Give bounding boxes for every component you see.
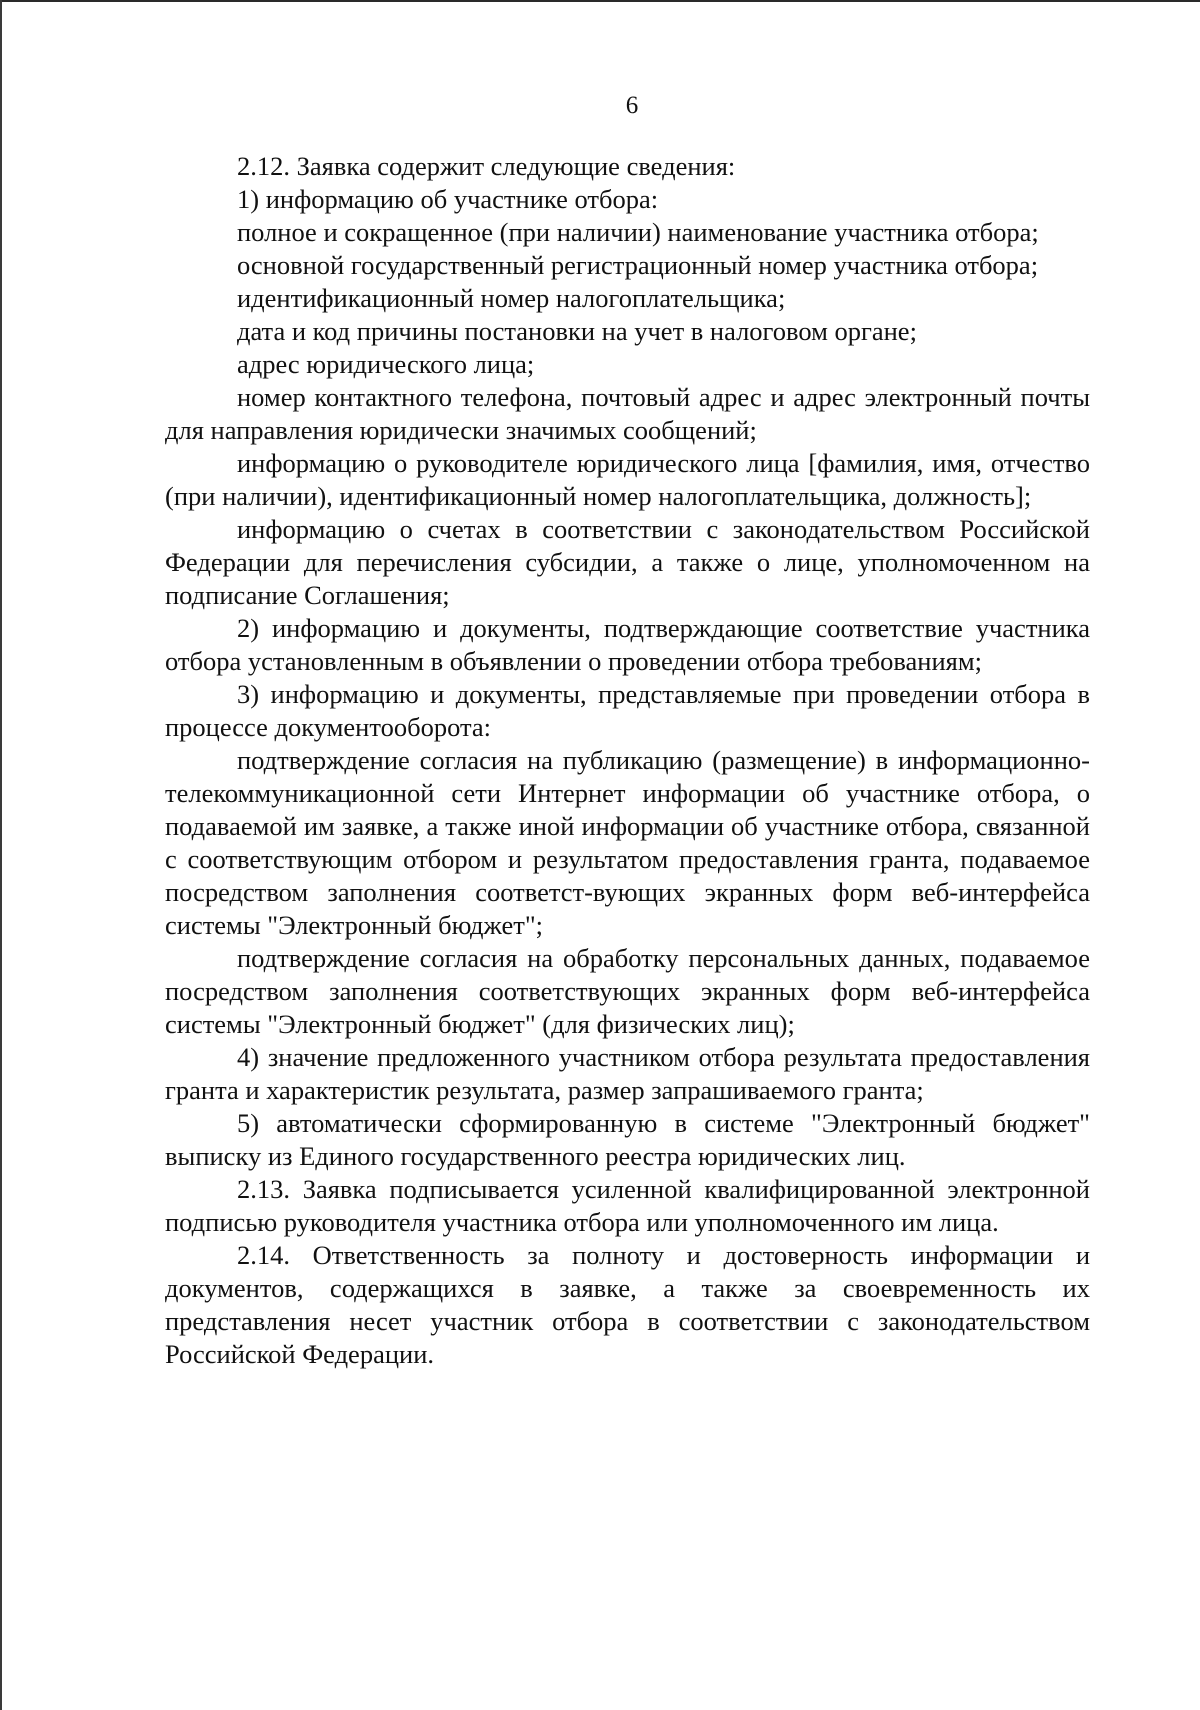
paragraph-2-14: 2.14. Ответственность за полноту и достоверность информации и документов, содержащихся в заявке, а также за своевременность их представления несет участник отбора в соответствии с законодательством Российской Федерации.	[165, 1240, 1090, 1369]
paragraph-item-4: 4) значение предложенного участником отбора результата предоставления гранта и характеристик результата, размер запрашиваемого гранта;	[165, 1042, 1090, 1105]
paragraph-head-info: информацию о руководителе юридического лица [фамилия, имя, отчество (при наличии), идентификационный номер налогоплательщика, должность];	[165, 448, 1090, 511]
paragraph-2-12: 2.12. Заявка содержит следующие сведения:	[237, 151, 736, 181]
paragraph-2-13: 2.13. Заявка подписывается усиленной квалифицированной электронной подписью руководителя участника отбора или уполномоченного им лица.	[165, 1174, 1090, 1237]
paragraph-item-5: 5) автоматически сформированную в системе "Электронный бюджет" выписку из Единого государственного реестра юридических лиц.	[165, 1108, 1090, 1171]
page-number: 6	[625, 92, 639, 119]
paragraph-accounts: информацию о счетах в соответствии с законодательством Российской Федерации для перечисления субсидии, а также о лице, уполномоченном на подписание Соглашения;	[165, 514, 1090, 610]
paragraph-kpp: дата и код причины постановки на учет в налоговом органе;	[237, 316, 917, 346]
paragraph-personal-data-consent: подтверждение согласия на обработку персональных данных, подаваемое посредством заполнения соответствующих экранных форм веб-интерфейса системы "Электронный бюджет" (для физических лиц);	[165, 943, 1090, 1039]
paragraph-ogrn: основной государственный регистрационный номер участника отбора;	[237, 250, 1039, 280]
paragraph-contacts: номер контактного телефона, почтовый адрес и адрес электронный почты для направления юридически значимых сообщений;	[165, 382, 1090, 445]
paragraph-item-1: 1) информацию об участнике отбора:	[237, 184, 659, 214]
paragraph-participant-name: полное и сокращенное (при наличии) наименование участника отбора;	[237, 217, 1039, 247]
scan-edge-left	[0, 0, 2, 1710]
paragraph-legal-address: адрес юридического лица;	[237, 349, 535, 379]
paragraph-inn: идентификационный номер налогоплательщика;	[237, 283, 786, 313]
paragraph-publication-consent: подтверждение согласия на публикацию (размещение) в информационно-телекоммуникационной сети Интернет информации об участнике отбора, о подаваемой им заявке, а также иной информации об участнике отбора, связанной с соответствующим отбором и результатом предоставления гранта, подаваемое посредством заполнения соответст-вующих экранных форм веб-интерфейса системы "Электронный бюджет";	[165, 745, 1090, 940]
scan-edge-top	[0, 0, 1200, 2]
document-body	[165, 150, 1090, 1371]
paragraph-item-2: 2) информацию и документы, подтверждающие соответствие участника отбора установленным в объявлении о проведении отбора требованиям;	[165, 613, 1090, 676]
paragraph-item-3: 3) информацию и документы, представляемые при проведении отбора в процессе документооборота:	[165, 679, 1090, 742]
